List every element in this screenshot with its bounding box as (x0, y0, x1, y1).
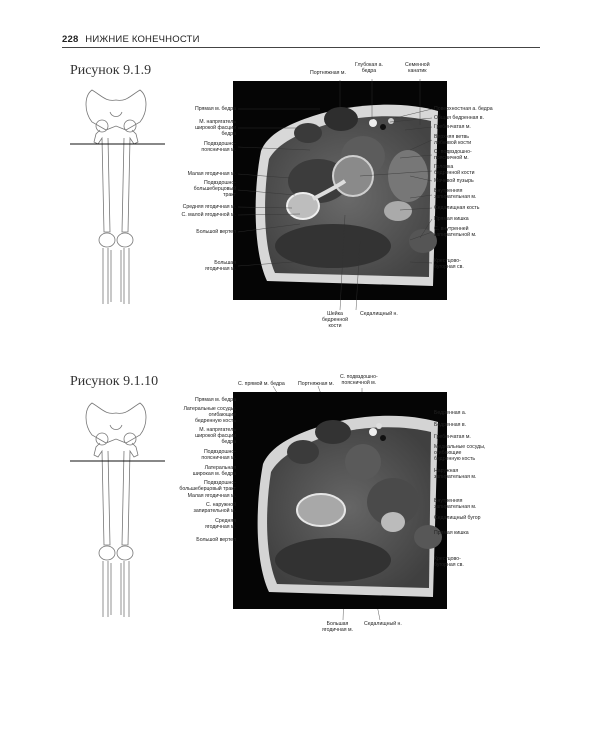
header-rule (62, 47, 540, 48)
label-left: Прямая м. бедра (195, 106, 236, 112)
label-right: Поверхностная а. бедра (434, 106, 493, 112)
figure-title: Рисунок 9.1.9 (70, 63, 152, 78)
label-left: Подвздошно- большеберцовый тракт (193, 180, 236, 198)
figure-title: Рисунок 9.1.10 (70, 374, 159, 389)
label-left: Средняя ягодичная м. (205, 518, 236, 530)
label-left: Подвздошно- большеберцовый тракт (179, 480, 236, 492)
label-right: Мочевой пузырь (434, 178, 474, 184)
skeleton-thumbnail-icon (70, 395, 165, 630)
label-right: Медиальные сосуды, огибающие бедренную кость (434, 444, 486, 462)
label-bottom: Седалищный н. (360, 311, 398, 317)
label-right: Бедренная в. (434, 422, 467, 428)
label-right: Седалищная кость (434, 205, 480, 211)
label-top: Портняжная м. (298, 381, 334, 387)
label-left: Подвздошно- поясничная м. (201, 141, 236, 153)
label-left: М. напрягатель широкой фасции бедра (195, 427, 236, 445)
skeleton-thumbnail-icon (70, 82, 165, 317)
label-right: С. внутренней запирательной м. (434, 226, 477, 238)
label-left: Латеральные сосуды, огибающие бедренную кость (183, 406, 236, 424)
label-left: М. напрягатель широкой фасции бедра (195, 119, 236, 137)
label-right: Прямая кишка (434, 216, 469, 222)
label-left: С. наружной запирательной м. (193, 502, 236, 514)
label-left: Малая ягодичная м. (187, 171, 236, 177)
label-top: Семенной канатик (405, 62, 430, 74)
label-left: Латеральная широкая м. бедра (192, 465, 236, 477)
label-left: Средняя ягодичная м. (182, 204, 236, 210)
label-right: Гребенчатая м. (434, 434, 471, 440)
label-left: Большой вертел (196, 537, 236, 543)
running-header (62, 34, 200, 45)
mri-image (233, 81, 447, 300)
label-top: С. прямой м. бедра (238, 381, 285, 387)
label-left: Большой вертел (196, 229, 236, 235)
label-right: Крестцово- бугорная св. (434, 556, 464, 568)
label-right: Верхняя ветвь лобковой кости (434, 134, 472, 146)
label-top: Глубокая а. бедра (355, 62, 383, 74)
label-top: Портняжная м. (310, 70, 346, 76)
label-bottom: Шейка бедренной кости (322, 311, 348, 329)
label-left: Малая ягодичная м. (187, 493, 236, 499)
label-left: Прямая м. бедра (195, 397, 236, 403)
label-right: Бедренная а. (434, 410, 467, 416)
chapter-title: НИЖНИЕ КОНЕЧНОСТИ (85, 34, 200, 45)
label-left: Подвздошно- поясничная м. (201, 449, 236, 461)
label-right: Головка бедренной кости (434, 164, 475, 176)
label-right: Общая бедренная в. (434, 115, 484, 121)
label-right: Внутренняя запирательная м. (434, 498, 477, 510)
mri-image (233, 392, 447, 609)
label-right: С. подвздошно- поясничной м. (434, 149, 472, 161)
label-right: Гребенчатая м. (434, 124, 471, 130)
label-bottom: Седалищный н. (364, 621, 402, 627)
label-right: Седалищный бугор (434, 515, 481, 521)
page-number: 228 (62, 34, 79, 45)
label-right: Внутренняя запирательная м. (434, 188, 477, 200)
label-right: Наружная запирательная м. (434, 468, 477, 480)
label-left: С. малой ягодичной м. (181, 212, 236, 218)
label-right: Прямая кишка (434, 530, 469, 536)
label-left: Большая ягодичная м. (205, 260, 236, 272)
label-bottom: Большая ягодичная м. (322, 621, 353, 633)
label-top: С. подвздошно- поясничной м. (340, 374, 378, 386)
label-right: Крестцово- бугорная св. (434, 258, 464, 270)
